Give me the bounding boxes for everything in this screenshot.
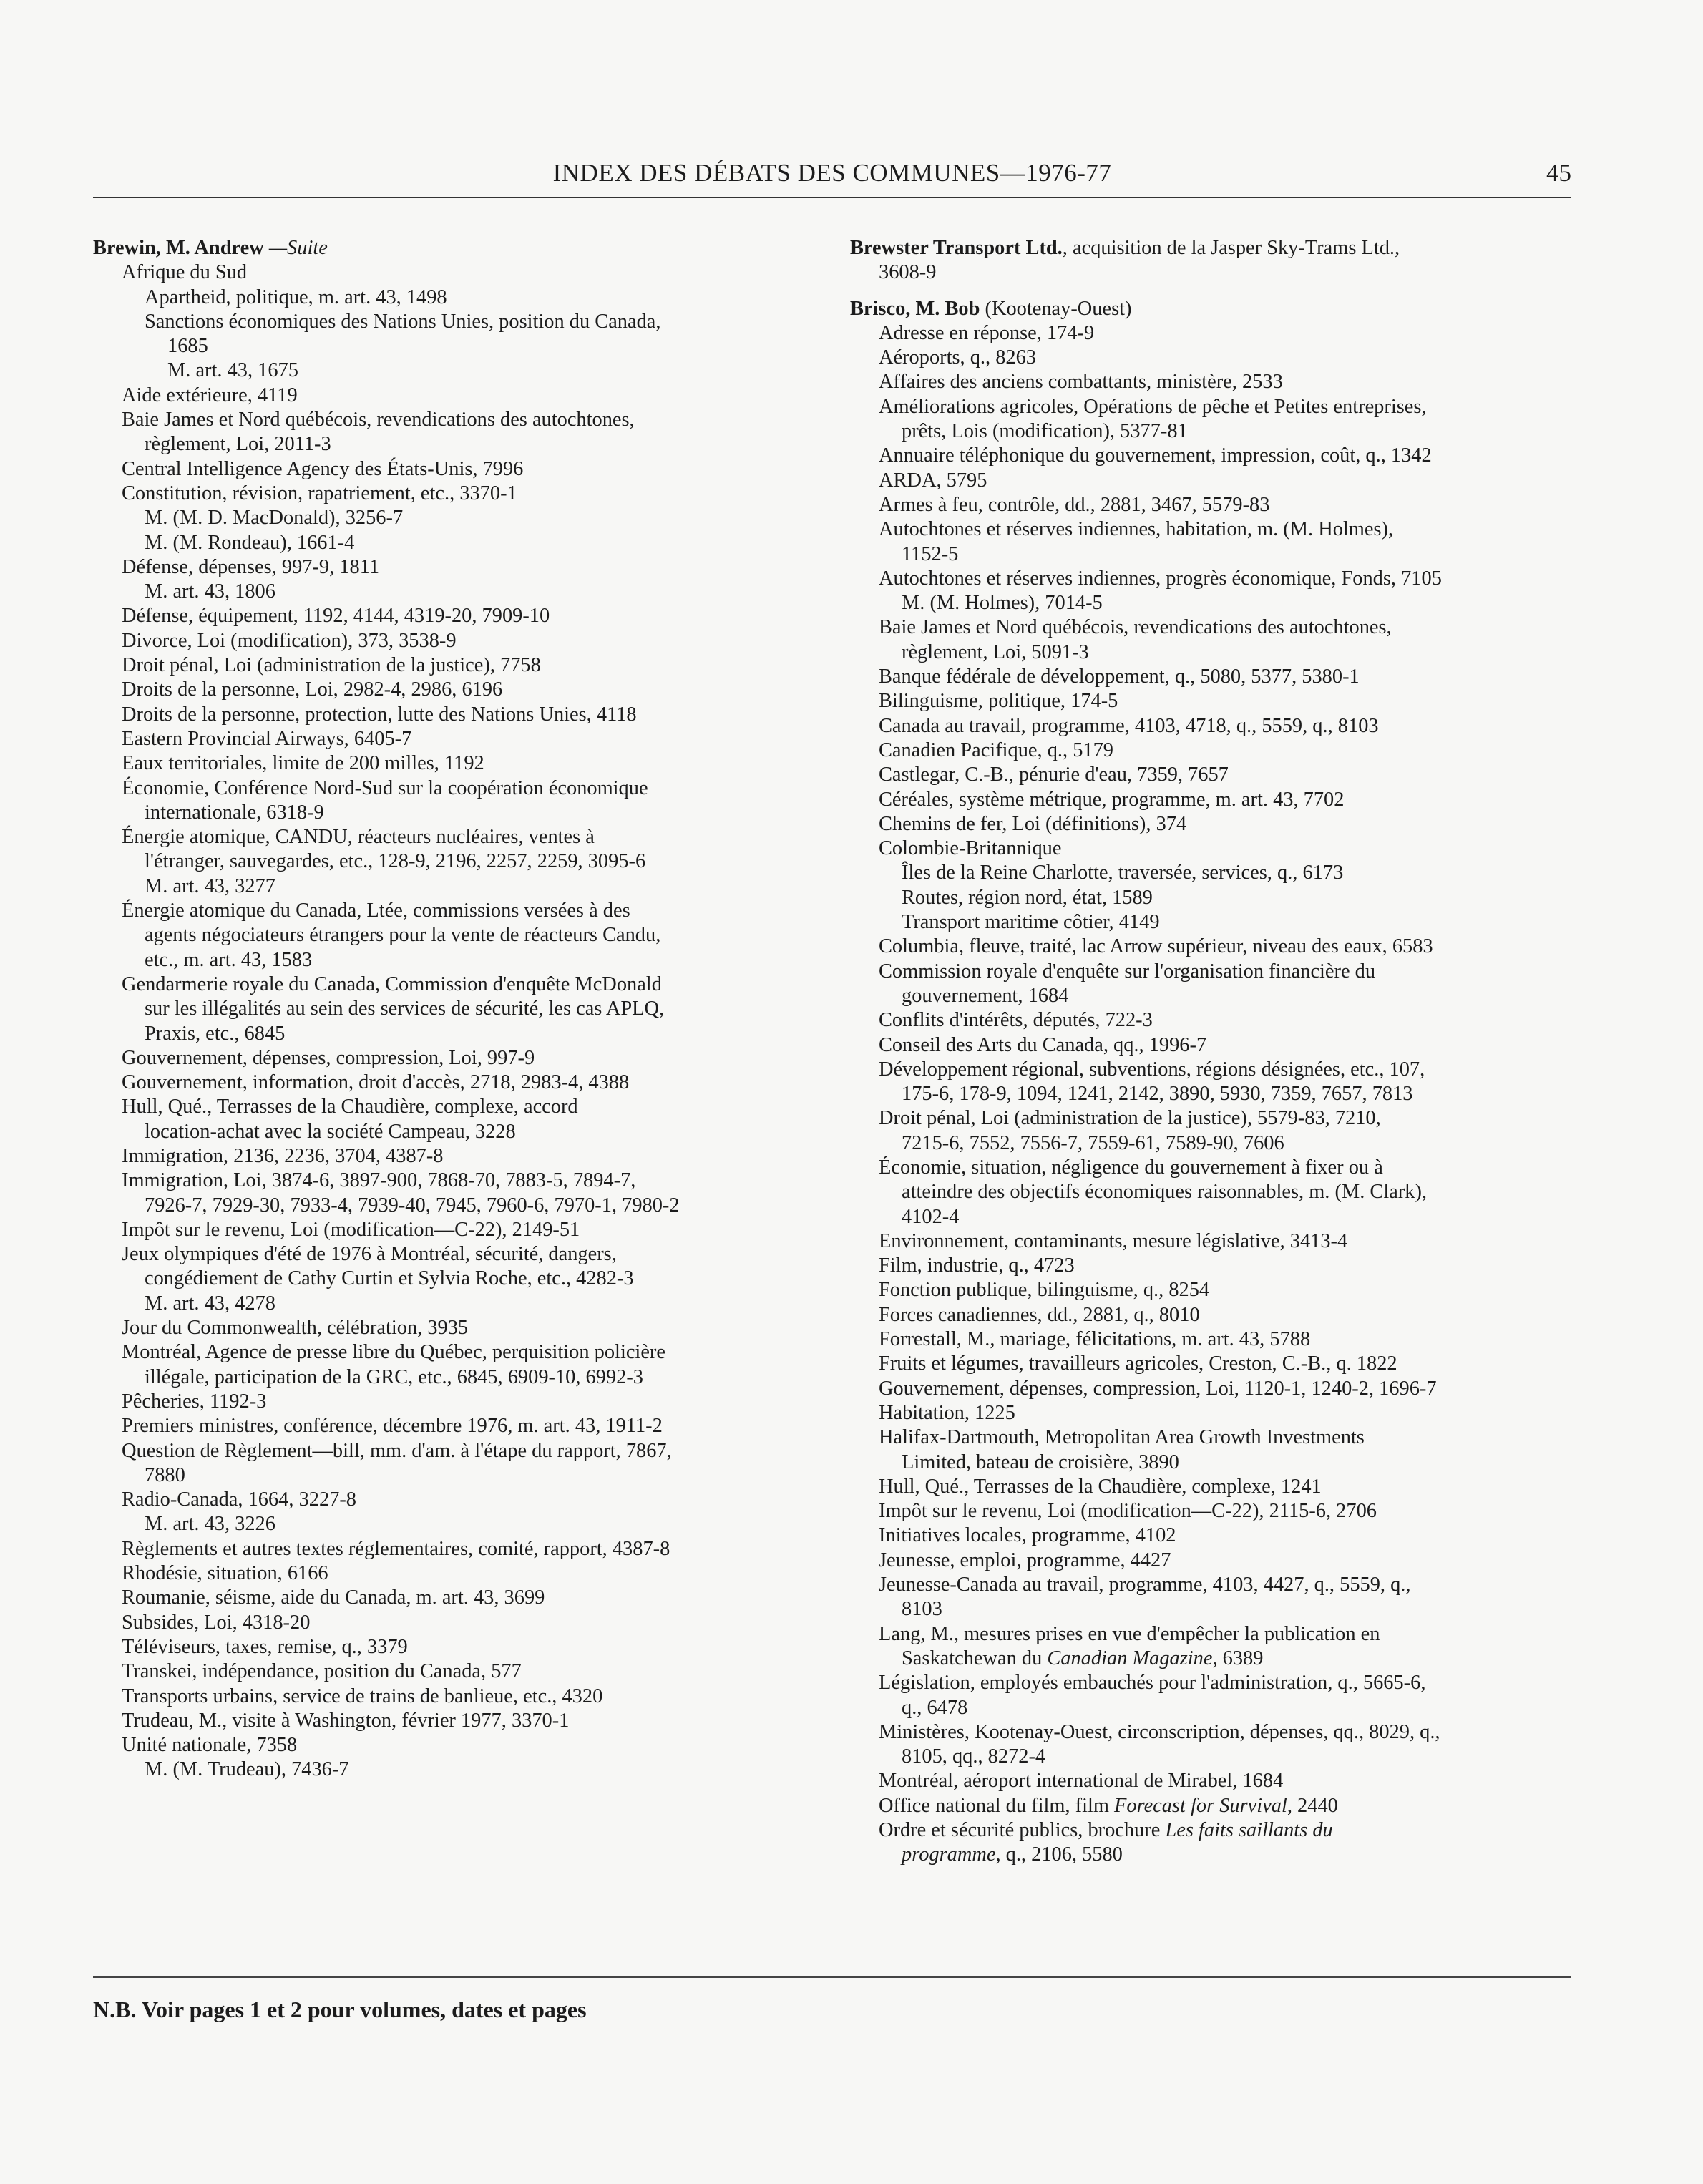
index-heading xyxy=(93,236,809,260)
index-entry xyxy=(850,837,1573,861)
entry-text: Forces canadiennes, dd., 2881, q., 8010 xyxy=(879,1303,1200,1326)
entry-text: Améliorations agricoles, Opérations de pêche et Petites entreprises, xyxy=(879,395,1427,418)
entry-text: M. (M. Trudeau), 7436-7 xyxy=(145,1758,349,1781)
entry-text: Fonction publique, bilinguisme, q., 8254 xyxy=(879,1279,1210,1302)
entry-text: Brisco, M. Bob xyxy=(850,297,980,320)
entry-text: Ministères, Kootenay-Ouest, circonscription, dépenses, qq., 8029, q., xyxy=(879,1720,1440,1743)
entry-text: Impôt sur le revenu, Loi (modification—C-22), 2115-6, 2706 xyxy=(879,1500,1377,1523)
index-entry xyxy=(850,395,1573,419)
index-entry xyxy=(850,665,1573,689)
index-entry xyxy=(93,923,809,947)
index-entry xyxy=(850,517,1573,542)
entry-text: M. art. 43, 3226 xyxy=(145,1513,275,1536)
index-entry xyxy=(93,1218,809,1242)
index-entry xyxy=(850,1425,1573,1450)
entry-text: Céréales, système métrique, programme, m. art. 43, 7702 xyxy=(879,788,1345,811)
index-entry xyxy=(93,1365,809,1390)
entry-text: Hull, Qué., Terrasses de la Chaudière, complexe, 1241 xyxy=(879,1475,1322,1498)
entry-text: Gouvernement, dépenses, compression, Loi, 997-9 xyxy=(122,1046,535,1069)
index-entry xyxy=(93,727,809,751)
index-entry xyxy=(93,653,809,678)
entry-text: —Suite xyxy=(268,237,328,259)
index-entry xyxy=(93,482,809,506)
index-entry xyxy=(850,1180,1573,1204)
footer-rule xyxy=(93,1976,1571,1978)
index-entry xyxy=(850,1377,1573,1401)
index-entry xyxy=(850,1205,1573,1229)
entry-text: Baie James et Nord québécois, revendications des autochtones, xyxy=(122,409,635,432)
index-entry xyxy=(850,346,1573,370)
index-entry xyxy=(93,1635,809,1659)
index-entry xyxy=(850,1401,1573,1425)
index-entry xyxy=(850,1671,1573,1695)
index-entry xyxy=(850,812,1573,837)
entry-text: Conseil des Arts du Canada, qq., 1996-7 xyxy=(879,1033,1207,1056)
index-entry xyxy=(850,321,1573,346)
entry-text: M. art. 43, 3277 xyxy=(145,874,275,897)
index-heading xyxy=(850,297,1573,321)
entry-text: Eastern Provincial Airways, 6405-7 xyxy=(122,727,412,750)
index-entry xyxy=(850,984,1573,1008)
entry-text: Radio-Canada, 1664, 3227-8 xyxy=(122,1488,357,1511)
entry-text: Brewster Transport Ltd. xyxy=(850,237,1063,259)
index-entry xyxy=(850,738,1573,763)
page-header xyxy=(93,159,1571,193)
entry-text: Immigration, 2136, 2236, 3704, 4387-8 xyxy=(122,1144,444,1167)
index-entry xyxy=(93,1340,809,1365)
entry-text: Premiers ministres, conférence, décembre 1976, m. art. 43, 1911-2 xyxy=(122,1415,663,1438)
index-entry xyxy=(850,1352,1573,1376)
entry-text: ARDA, 5795 xyxy=(879,469,987,492)
entry-text: Environnement, contaminants, mesure législative, 3413-4 xyxy=(879,1229,1348,1252)
index-entry xyxy=(93,384,809,408)
index-entry xyxy=(93,849,809,874)
entry-text: Défense, équipement, 1192, 4144, 4319-20, 7909-10 xyxy=(122,605,550,628)
index-entry xyxy=(850,591,1573,615)
index-entry xyxy=(850,1549,1573,1573)
index-entry xyxy=(93,260,809,285)
entry-text: 1152-5 xyxy=(902,542,959,565)
index-column-right xyxy=(850,236,1573,1868)
entry-text: Impôt sur le revenu, Loi (modification—C-22), 2149-51 xyxy=(122,1218,580,1241)
entry-text: Subsides, Loi, 4318-20 xyxy=(122,1611,311,1634)
entry-text: Ordre et sécurité publics, brochure xyxy=(879,1819,1166,1841)
index-entry xyxy=(93,334,809,359)
entry-text: Armes à feu, contrôle, dd., 2881, 3467, 5579-83 xyxy=(879,493,1270,516)
entry-text: Castlegar, C.-B., pénurie d'eau, 7359, 7657 xyxy=(879,764,1229,786)
entry-text: Central Intelligence Agency des États-Unis, 7996 xyxy=(122,457,524,480)
index-entry xyxy=(850,1008,1573,1033)
index-entry xyxy=(93,457,809,482)
index-entry xyxy=(93,286,809,310)
index-entry xyxy=(93,776,809,801)
index-entry xyxy=(93,1439,809,1463)
entry-text: 7926-7, 7929-30, 7933-4, 7939-40, 7945, 7960-6, 7970-1, 7980-2 xyxy=(145,1194,680,1217)
index-entry xyxy=(93,825,809,849)
entry-text: atteindre des objectifs économiques raisonnables, m. (M. Clark), xyxy=(902,1181,1428,1204)
entry-text: Droits de la personne, Loi, 2982-4, 2986, 6196 xyxy=(122,678,503,701)
index-entry xyxy=(93,1267,809,1291)
entry-text: prêts, Lois (modification), 5377-81 xyxy=(902,420,1188,443)
index-entry xyxy=(93,1709,809,1733)
index-entry xyxy=(93,1095,809,1119)
entry-text: 7215-6, 7552, 7556-7, 7559-61, 7589-90, 7606 xyxy=(902,1131,1284,1154)
entry-text: Règlements et autres textes réglementaires, comité, rapport, 4387-8 xyxy=(122,1537,670,1560)
index-entry xyxy=(93,432,809,457)
index-entry xyxy=(93,1194,809,1218)
entry-text: Pêcheries, 1192-3 xyxy=(122,1390,267,1413)
index-entry xyxy=(93,801,809,825)
entry-text: Banque fédérale de développement, q., 5080, 5377, 5380-1 xyxy=(879,666,1360,688)
index-entry xyxy=(850,1794,1573,1818)
entry-text: Forecast for Survival xyxy=(1114,1794,1287,1817)
entry-text: Colombie-Britannique xyxy=(879,837,1062,860)
header-rule xyxy=(93,197,1571,198)
index-entry xyxy=(850,689,1573,713)
entry-text: Annuaire téléphonique du gouvernement, impression, coût, q., 1342 xyxy=(879,444,1432,467)
entry-text: Sanctions économiques des Nations Unies, position du Canada, xyxy=(145,310,661,333)
index-entry xyxy=(850,1573,1573,1597)
entry-text: Législation, employés embauchés pour l'administration, q., 5665-6, xyxy=(879,1672,1426,1695)
index-entry xyxy=(93,1685,809,1709)
entry-text: Trudeau, M., visite à Washington, février 1977, 3370-1 xyxy=(122,1709,570,1732)
entry-text: Développement régional, subventions, régions désignées, etc., 107, xyxy=(879,1058,1425,1081)
entry-text: illégale, participation de la GRC, etc., 6845, 6909-10, 6992-3 xyxy=(145,1365,643,1388)
entry-text: Les faits saillants du xyxy=(1165,1819,1333,1841)
entry-text: Baie James et Nord québécois, revendications des autochtones, xyxy=(879,616,1392,639)
entry-text: Constitution, révision, rapatriement, etc., 3370-1 xyxy=(122,482,517,504)
index-entry xyxy=(850,1303,1573,1327)
index-entry xyxy=(850,444,1573,468)
index-entry xyxy=(93,506,809,530)
index-entry xyxy=(850,763,1573,787)
entry-text: Chemins de fer, Loi (définitions), 374 xyxy=(879,812,1187,835)
entry-text: Routes, région nord, état, 1589 xyxy=(902,886,1153,909)
index-entry xyxy=(93,555,809,580)
entry-text: Adresse en réponse, 174-9 xyxy=(879,321,1095,344)
index-entry xyxy=(93,531,809,555)
index-entry xyxy=(93,1561,809,1586)
index-entry xyxy=(93,972,809,997)
index-entry xyxy=(850,935,1573,959)
index-entry xyxy=(93,1071,809,1095)
footer-note: N.B. Voir pages 1 et 2 pour volumes, dates et pages xyxy=(93,1997,587,2022)
entry-text: 7880 xyxy=(145,1463,185,1486)
index-entry xyxy=(850,1622,1573,1647)
index-entry xyxy=(93,997,809,1021)
index-entry xyxy=(93,1586,809,1610)
entry-text: Praxis, etc., 6845 xyxy=(145,1022,286,1045)
entry-text: Montréal, aéroport international de Mirabel, 1684 xyxy=(879,1770,1284,1793)
entry-text: Gouvernement, information, droit d'accès, 2718, 2983-4, 4388 xyxy=(122,1071,630,1094)
entry-text: , acquisition de la Jasper Sky-Trams Ltd., xyxy=(1062,237,1400,259)
entry-text: Divorce, Loi (modification), 373, 3538-9 xyxy=(122,629,457,652)
index-entry xyxy=(93,874,809,899)
entry-text: Apartheid, politique, m. art. 43, 1498 xyxy=(145,286,447,308)
index-entry xyxy=(93,629,809,653)
index-entry xyxy=(850,1082,1573,1106)
index-entry xyxy=(93,1169,809,1193)
entry-text: Fruits et légumes, travailleurs agricoles, Creston, C.-B., q. 1822 xyxy=(879,1352,1397,1375)
entry-text: Rhodésie, situation, 6166 xyxy=(122,1562,328,1585)
index-heading xyxy=(850,236,1573,260)
index-entry xyxy=(850,714,1573,738)
entry-text: Immigration, Loi, 3874-6, 3897-900, 7868-70, 7883-5, 7894-7, xyxy=(122,1169,636,1192)
entry-text: Canadian Magazine xyxy=(1047,1647,1213,1669)
entry-text: Transports urbains, service de trains de banlieue, etc., 4320 xyxy=(122,1685,603,1707)
index-entry xyxy=(93,1292,809,1316)
entry-text: M. (M. Holmes), 7014-5 xyxy=(902,592,1103,615)
entry-text: Transkei, indépendance, position du Canada, 577 xyxy=(122,1660,522,1683)
index-entry xyxy=(850,640,1573,665)
index-entry xyxy=(93,1512,809,1536)
index-entry xyxy=(850,1156,1573,1180)
index-entry xyxy=(850,1696,1573,1720)
index-entry xyxy=(850,615,1573,640)
entry-text: congédiement de Cathy Curtin et Sylvia Roche, etc., 4282-3 xyxy=(145,1267,634,1290)
index-entry xyxy=(850,1843,1573,1867)
entry-text: Forrestall, M., mariage, félicitations, m. art. 43, 5788 xyxy=(879,1328,1311,1351)
entry-text: M. (M. D. MacDonald), 3256-7 xyxy=(145,507,404,530)
entry-text: M. art. 43, 4278 xyxy=(145,1292,275,1315)
entry-text: règlement, Loi, 5091-3 xyxy=(902,640,1089,663)
entry-text: Limited, bateau de croisière, 3890 xyxy=(902,1451,1179,1473)
index-entry xyxy=(850,1033,1573,1058)
entry-text: , 2440 xyxy=(1287,1794,1338,1817)
entry-text: Transport maritime côtier, 4149 xyxy=(902,911,1160,934)
index-entry xyxy=(850,1327,1573,1352)
index-entry xyxy=(93,1733,809,1758)
index-entry xyxy=(93,604,809,628)
index-entry xyxy=(850,861,1573,885)
entry-text: Roumanie, séisme, aide du Canada, m. art. 43, 3699 xyxy=(122,1586,545,1609)
index-entry xyxy=(93,751,809,776)
index-entry xyxy=(850,1451,1573,1475)
index-entry xyxy=(850,1229,1573,1254)
index-entry xyxy=(93,1390,809,1414)
index-column-left xyxy=(93,236,809,1783)
entry-text: q., 6478 xyxy=(902,1696,968,1719)
entry-text: Gendarmerie royale du Canada, Commission d'enquête McDonald xyxy=(122,972,662,995)
entry-text: internationale, 6318-9 xyxy=(145,801,324,824)
entry-text: Lang, M., mesures prises en vue d'empêcher la publication en xyxy=(879,1622,1380,1645)
entry-text: 175-6, 178-9, 1094, 1241, 2142, 3890, 5930, 7359, 7657, 7813 xyxy=(902,1083,1413,1106)
index-entry xyxy=(850,1647,1573,1671)
entry-text: Question de Règlement—bill, mm. d'am. à l'étape du rapport, 7867, xyxy=(122,1439,672,1462)
entry-text: Initiatives locales, programme, 4102 xyxy=(879,1524,1176,1547)
index-entry xyxy=(93,1316,809,1340)
index-entry xyxy=(93,310,809,334)
index-entry xyxy=(93,1144,809,1169)
index-entry xyxy=(93,948,809,972)
entry-text: Droits de la personne, protection, lutte des Nations Unies, 4118 xyxy=(122,703,637,726)
entry-text: règlement, Loi, 2011-3 xyxy=(145,433,331,456)
entry-text: Jeunesse-Canada au travail, programme, 4103, 4427, q., 5559, q., xyxy=(879,1574,1411,1596)
page-number: 45 xyxy=(1546,159,1571,187)
entry-text: Jour du Commonwealth, célébration, 3935 xyxy=(122,1317,469,1340)
entry-text: Droit pénal, Loi (administration de la justice), 5579-83, 7210, xyxy=(879,1107,1381,1130)
index-entry xyxy=(93,899,809,923)
index-entry xyxy=(850,1745,1573,1769)
entry-text: Jeux olympiques d'été de 1976 à Montréal, sécurité, dangers, xyxy=(122,1243,617,1266)
entry-text: Autochtones et réserves indiennes, habitation, m. (M. Holmes), xyxy=(879,518,1394,541)
entry-text: Saskatchewan du xyxy=(902,1647,1048,1669)
index-entry xyxy=(93,408,809,432)
entry-text: gouvernement, 1684 xyxy=(902,984,1069,1007)
entry-text: M. art. 43, 1675 xyxy=(167,359,298,382)
entry-text: Jeunesse, emploi, programme, 4427 xyxy=(879,1549,1171,1571)
index-entry xyxy=(850,1106,1573,1131)
index-entry xyxy=(93,1463,809,1488)
entry-text: programme xyxy=(902,1843,996,1866)
entry-text: Habitation, 1225 xyxy=(879,1401,1015,1424)
index-entry xyxy=(93,678,809,702)
entry-text: Columbia, fleuve, traité, lac Arrow supérieur, niveau des eaux, 6583 xyxy=(879,935,1433,958)
entry-text: Économie, Conférence Nord-Sud sur la coopération économique xyxy=(122,776,648,799)
entry-text: Commission royale d'enquête sur l'organisation financière du xyxy=(879,960,1376,983)
index-entry xyxy=(93,1659,809,1684)
entry-text: l'étranger, sauvegardes, etc., 128-9, 2196, 2257, 2259, 3095-6 xyxy=(145,850,646,873)
index-entry xyxy=(850,542,1573,567)
entry-text: 4102-4 xyxy=(902,1205,960,1228)
index-entry xyxy=(850,1524,1573,1548)
index-entry xyxy=(850,1058,1573,1082)
entry-text: agents négociateurs étrangers pour la vente de réacteurs Candu, xyxy=(145,924,661,947)
entry-text: Halifax-Dartmouth, Metropolitan Area Growth Investments xyxy=(879,1426,1365,1449)
index-entry xyxy=(850,260,1573,285)
entry-text: Autochtones et réserves indiennes, progrès économique, Fonds, 7105 xyxy=(879,567,1442,590)
entry-text: Canada au travail, programme, 4103, 4718, q., 5559, q., 8103 xyxy=(879,714,1379,737)
entry-text: location-achat avec la société Campeau, 3228 xyxy=(145,1120,516,1143)
entry-text: 8103 xyxy=(902,1598,942,1621)
entry-text: Téléviseurs, taxes, remise, q., 3379 xyxy=(122,1635,408,1658)
entry-text: Unité nationale, 7358 xyxy=(122,1734,298,1757)
entry-text: , 6389 xyxy=(1212,1647,1264,1669)
entry-text: Conflits d'intérêts, députés, 722-3 xyxy=(879,1009,1153,1032)
entry-text: Droit pénal, Loi (administration de la justice), 7758 xyxy=(122,654,541,677)
index-entry xyxy=(93,1537,809,1561)
entry-gap xyxy=(850,286,1573,297)
index-entry xyxy=(93,1242,809,1267)
entry-text: Canadien Pacifique, q., 5179 xyxy=(879,738,1113,761)
entry-text: Hull, Qué., Terrasses de la Chaudière, complexe, accord xyxy=(122,1096,578,1118)
entry-text: Film, industrie, q., 4723 xyxy=(879,1254,1075,1277)
index-entry xyxy=(850,469,1573,493)
index-entry xyxy=(850,1278,1573,1302)
entry-text: Affaires des anciens combattants, ministère, 2533 xyxy=(879,371,1283,394)
page-title: INDEX DES DÉBATS DES COMMUNES—1976-77 xyxy=(552,159,1112,187)
index-entry xyxy=(850,1769,1573,1793)
index-entry xyxy=(850,1597,1573,1622)
index-entry xyxy=(93,1414,809,1438)
entry-text: Brewin, M. Andrew xyxy=(93,237,269,259)
index-entry xyxy=(93,1488,809,1512)
entry-text: Énergie atomique du Canada, Ltée, commissions versées à des xyxy=(122,900,630,922)
entry-text: Aéroports, q., 8263 xyxy=(879,346,1036,369)
index-entry xyxy=(850,960,1573,984)
index-entry xyxy=(93,359,809,383)
index-entry xyxy=(850,1499,1573,1524)
entry-text: Énergie atomique, CANDU, réacteurs nucléaires, ventes à xyxy=(122,826,595,849)
index-entry xyxy=(850,1131,1573,1156)
entry-text: 3608-9 xyxy=(879,261,937,284)
index-entry xyxy=(93,1611,809,1635)
index-entry xyxy=(93,703,809,727)
entry-text: Office national du film, film xyxy=(879,1794,1115,1817)
index-entry xyxy=(93,1758,809,1782)
index-entry xyxy=(850,419,1573,444)
index-entry xyxy=(93,580,809,604)
index-entry xyxy=(850,788,1573,812)
index-entry xyxy=(93,1046,809,1071)
index-entry xyxy=(850,910,1573,935)
entry-text: sur les illégalités au sein des services de sécurité, les cas APLQ, xyxy=(145,998,665,1020)
entry-text: Bilinguisme, politique, 174-5 xyxy=(879,690,1118,713)
index-entry xyxy=(93,1022,809,1046)
entry-text: M. art. 43, 1806 xyxy=(145,580,275,603)
entry-text: Économie, situation, négligence du gouvernement à fixer ou à xyxy=(879,1156,1383,1179)
index-entry xyxy=(850,1818,1573,1843)
index-entry xyxy=(850,1254,1573,1278)
entry-text: Gouvernement, dépenses, compression, Loi, 1120-1, 1240-2, 1696-7 xyxy=(879,1377,1437,1400)
entry-text: , q., 2106, 5580 xyxy=(995,1843,1123,1866)
entry-text: Afrique du Sud xyxy=(122,261,248,284)
entry-text: 8105, qq., 8272-4 xyxy=(902,1745,1046,1768)
entry-text: 1685 xyxy=(167,335,208,358)
index-entry xyxy=(850,370,1573,394)
index-entry xyxy=(850,567,1573,591)
entry-text: M. (M. Rondeau), 1661-4 xyxy=(145,531,355,554)
entry-text: Eaux territoriales, limite de 200 milles, 1192 xyxy=(122,752,484,775)
index-entry xyxy=(93,1120,809,1144)
entry-text: Montréal, Agence de presse libre du Québec, perquisition policière xyxy=(122,1341,665,1364)
index-entry xyxy=(850,1720,1573,1745)
index-entry xyxy=(850,886,1573,910)
index-entry xyxy=(850,1475,1573,1499)
entry-text: Aide extérieure, 4119 xyxy=(122,384,298,406)
entry-text: Défense, dépenses, 997-9, 1811 xyxy=(122,555,380,578)
index-entry xyxy=(850,493,1573,517)
entry-text: Îles de la Reine Charlotte, traversée, services, q., 6173 xyxy=(902,862,1344,884)
entry-text: (Kootenay-Ouest) xyxy=(980,297,1132,320)
entry-text: etc., m. art. 43, 1583 xyxy=(145,948,313,971)
